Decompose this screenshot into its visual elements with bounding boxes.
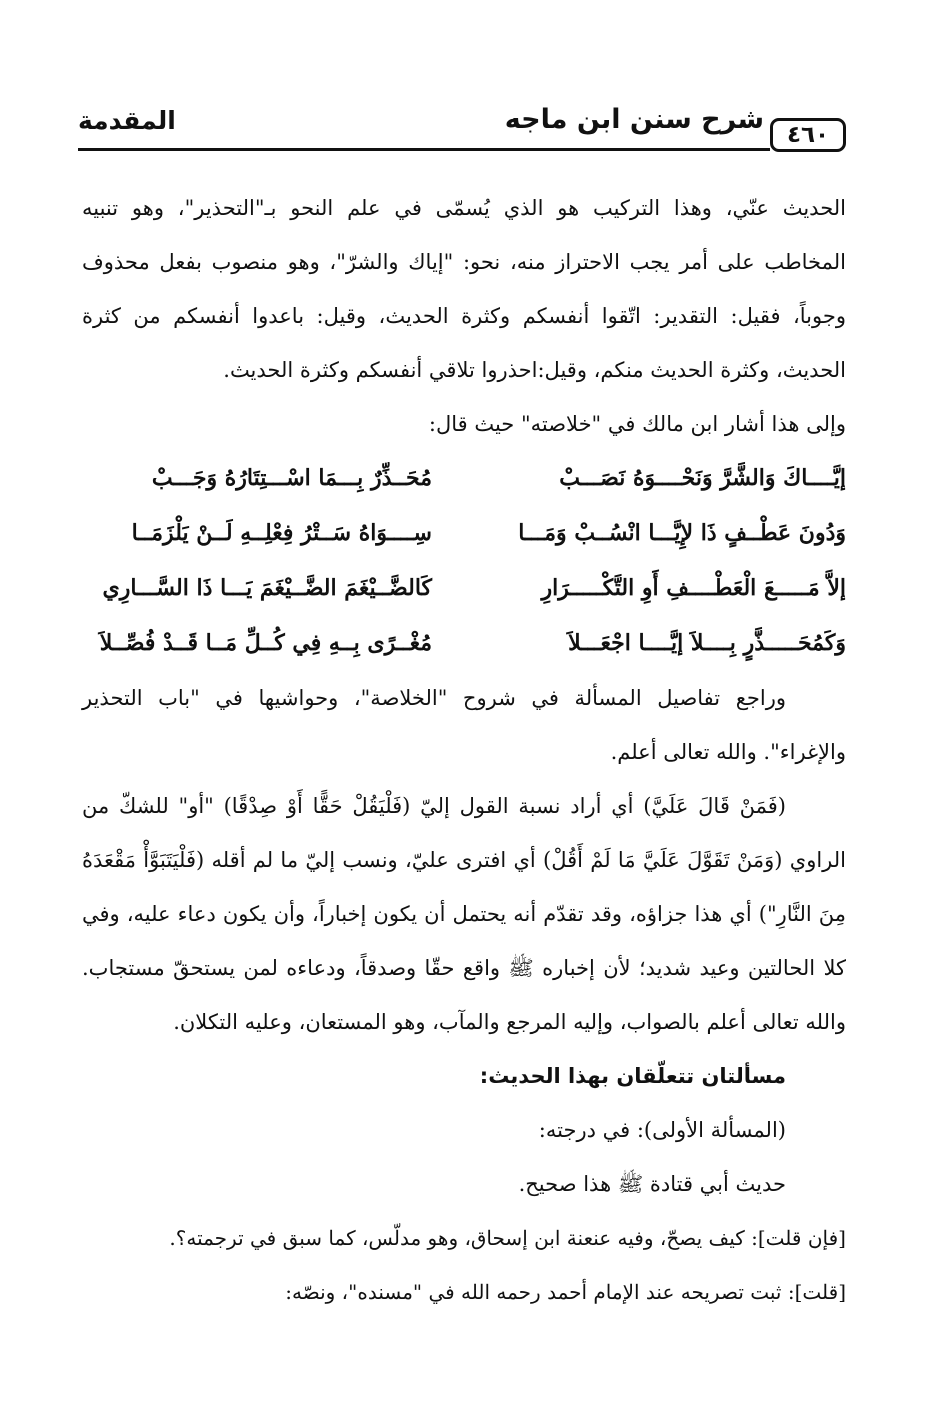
verse-first-hemistich: إلاَّ مَـــــعَ الْعَطْــــفِ أَوِ التَّكْـــــرَارِ [541, 575, 846, 601]
poem-verse [82, 451, 846, 506]
section-title: المقدمة [78, 106, 176, 135]
page-header [78, 104, 846, 156]
poem-verse [82, 616, 846, 671]
page-body [82, 181, 846, 1319]
poem-verse [82, 561, 846, 616]
paragraph: (فَمَنْ قَالَ عَلَيَّ) أي أراد نسبة القول إليّ (فَلْيَقُلْ حَقًّا أَوْ صِدْقًا) "أو" للشكّ من الراوي (وَمَنْ تَقَوَّلَ عَلَيَّ مَا لَمْ أَقُلْ) أي افترى عليّ، ونسب إليّ ما لم أقله (فَلْيَتَبَوَّأْ مَقْعَدَهُ مِنَ النَّارِ") أي هذا جزاؤه، وقد تقدّم أنه يحتمل أن يكون إخباراً، وأن يكون دعاء عليه، وفي كلا الحالتين وعيد شديد؛ لأن إخباره ﷺ واقع حقّا وصدقاً، ودعاءه لمن يستحقّ مستجاب. والله تعالى أعلم بالصواب، وإليه المرجع والمآب، وهو المستعان، وعليه التكلان. [82, 794, 846, 1034]
objection: [فإن قلت]: كيف يصحّ، وفيه عنعنة ابن إسحاق، وهو مدلّس، كما سبق في ترجمته؟. [169, 1226, 846, 1250]
poem-verse [82, 506, 846, 561]
verse-second-hemistich: مُغْــرًى بِــهِ فِي كُــلِّ مَــا قَــدْ فُصِّــلاَ [99, 630, 432, 656]
book-title: شرح سنن ابن ماجه [504, 104, 764, 135]
verse-first-hemistich: وَكَمُحَـــــذَّرٍ بِــــلاَ إيَّــــا اجْعَـــلاَ [568, 630, 846, 656]
verse-second-hemistich: كَالضَّــيْغَمَ الضَّــيْغَمَ يَـــا ذَا السَّـــارِي [102, 575, 432, 601]
poem [82, 451, 846, 671]
verse-first-hemistich: وَدُونَ عَطْــفٍ ذَا لإِيَّـــا انْسُــبْ وَمَـــا [518, 520, 846, 546]
verse-first-hemistich: إيَّــــاكَ وَالشَّرَّ وَنَحْــــوَهُ نَصَـــبْ [559, 465, 846, 491]
verse-second-hemistich: سِــــوَاهُ سَــتْرُ فِعْلِــهِ لَــنْ يَلْزَمَــا [131, 520, 432, 546]
poem-intro: وإلى هذا أشار ابن مالك في "خلاصته" حيث قال: [428, 412, 846, 436]
verse-second-hemistich: مُحَــذِّرٌ بِـــمَا اسْـــتِتَارُهُ وَجَـــبْ [151, 465, 432, 491]
issue-title: (المسألة الأولى): في درجته: [538, 1118, 786, 1142]
page-number: ٤٦٠ [770, 118, 846, 152]
section-heading: مسألتان تتعلّقان بهذا الحديث: [479, 1064, 786, 1088]
paragraph: وراجع تفاصيل المسألة في شروح "الخلاصة"، وحواشيها في "باب التحذير والإغراء". والله تعالى أعلم. [82, 686, 846, 764]
paragraph: الحديث عنّي، وهذا التركيب هو الذي يُسمّى في علم النحو بـ"التحذير"، وهو تنبيه المخاطب على أمر يجب الاحتراز منه، نحو: "إياك والشرّ"، وهو منصوب بفعل محذوف وجوباً، فقيل: التقدير: اتّقوا أنفسكم وكثرة الحديث، وقيل: باعدوا أنفسكم من كثرة الحديث، وكثرة الحديث منكم، وقيل:احذروا تلاقي أنفسكم وكثرة الحديث. [82, 196, 846, 382]
paragraph: حديث أبي قتادة ﷺ هذا صحيح. [518, 1172, 786, 1196]
header-rule [78, 148, 770, 151]
answer: [قلت]: ثبت تصريحه عند الإمام أحمد رحمه الله في "مسنده"، ونصّه: [285, 1280, 846, 1304]
